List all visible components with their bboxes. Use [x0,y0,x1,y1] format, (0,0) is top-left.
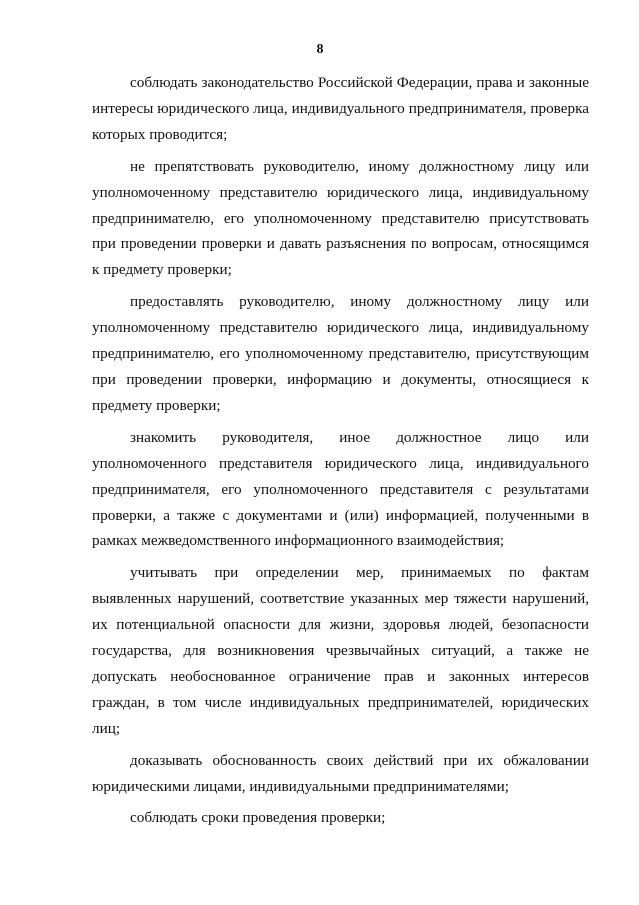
page-number: 8 [316,42,324,57]
paragraph-provide-information: предоставлять руководителю, иному должностному лицу или уполномоченному представителю юридического лица, индивидуальному предпринимателю, его уполномоченному представителю, присутствующим при проведении проверки, информацию и документы, относящиеся к предмету проверки; [92,293,589,414]
paragraph-observe-deadlines: соблюдать сроки проведения проверки; [130,809,386,827]
document-body [92,70,589,837]
paragraph-not-obstruct: не препятствовать руководителю, иному должностному лицу или уполномоченному представителю юридического лица, индивидуальному предпринимателю, его уполномоченному представителю присутствовать при проведении проверки и давать разъяснения по вопросам, относящимся к предмету проверки; [92,157,589,279]
paragraph-acquaint-results: знакомить руководителя, иное должностное лицо или уполномоченного представителя юридического лица, индивидуального предпринимателя, его уполномоченного представителя с результатами проверки, а также с документами и (или) информацией, полученными в рамках межведомственного информационного взаимодействия; [92,428,589,550]
paragraph-comply-legislation: соблюдать законодательство Российской Федерации, права и законные интересы юридического лица, индивидуального предпринимателя, проверка которых проводится; [92,74,589,143]
paragraph-prove-validity: доказывать обоснованность своих действий при их обжаловании юридическими лицами, индивидуальными предпринимателями; [92,751,589,795]
paragraph-consider-measures: учитывать при определении мер, принимаемых по фактам выявленных нарушений, соответствие указанных мер тяжести нарушений, их потенциальной опасности для жизни, здоровья людей, безопасности государства, для возникновения чрезвычайных ситуаций, а также не допускать необоснованное ограничение прав и законных интересов граждан, в том числе индивидуальных предпринимателей, юридических лиц; [92,564,589,737]
